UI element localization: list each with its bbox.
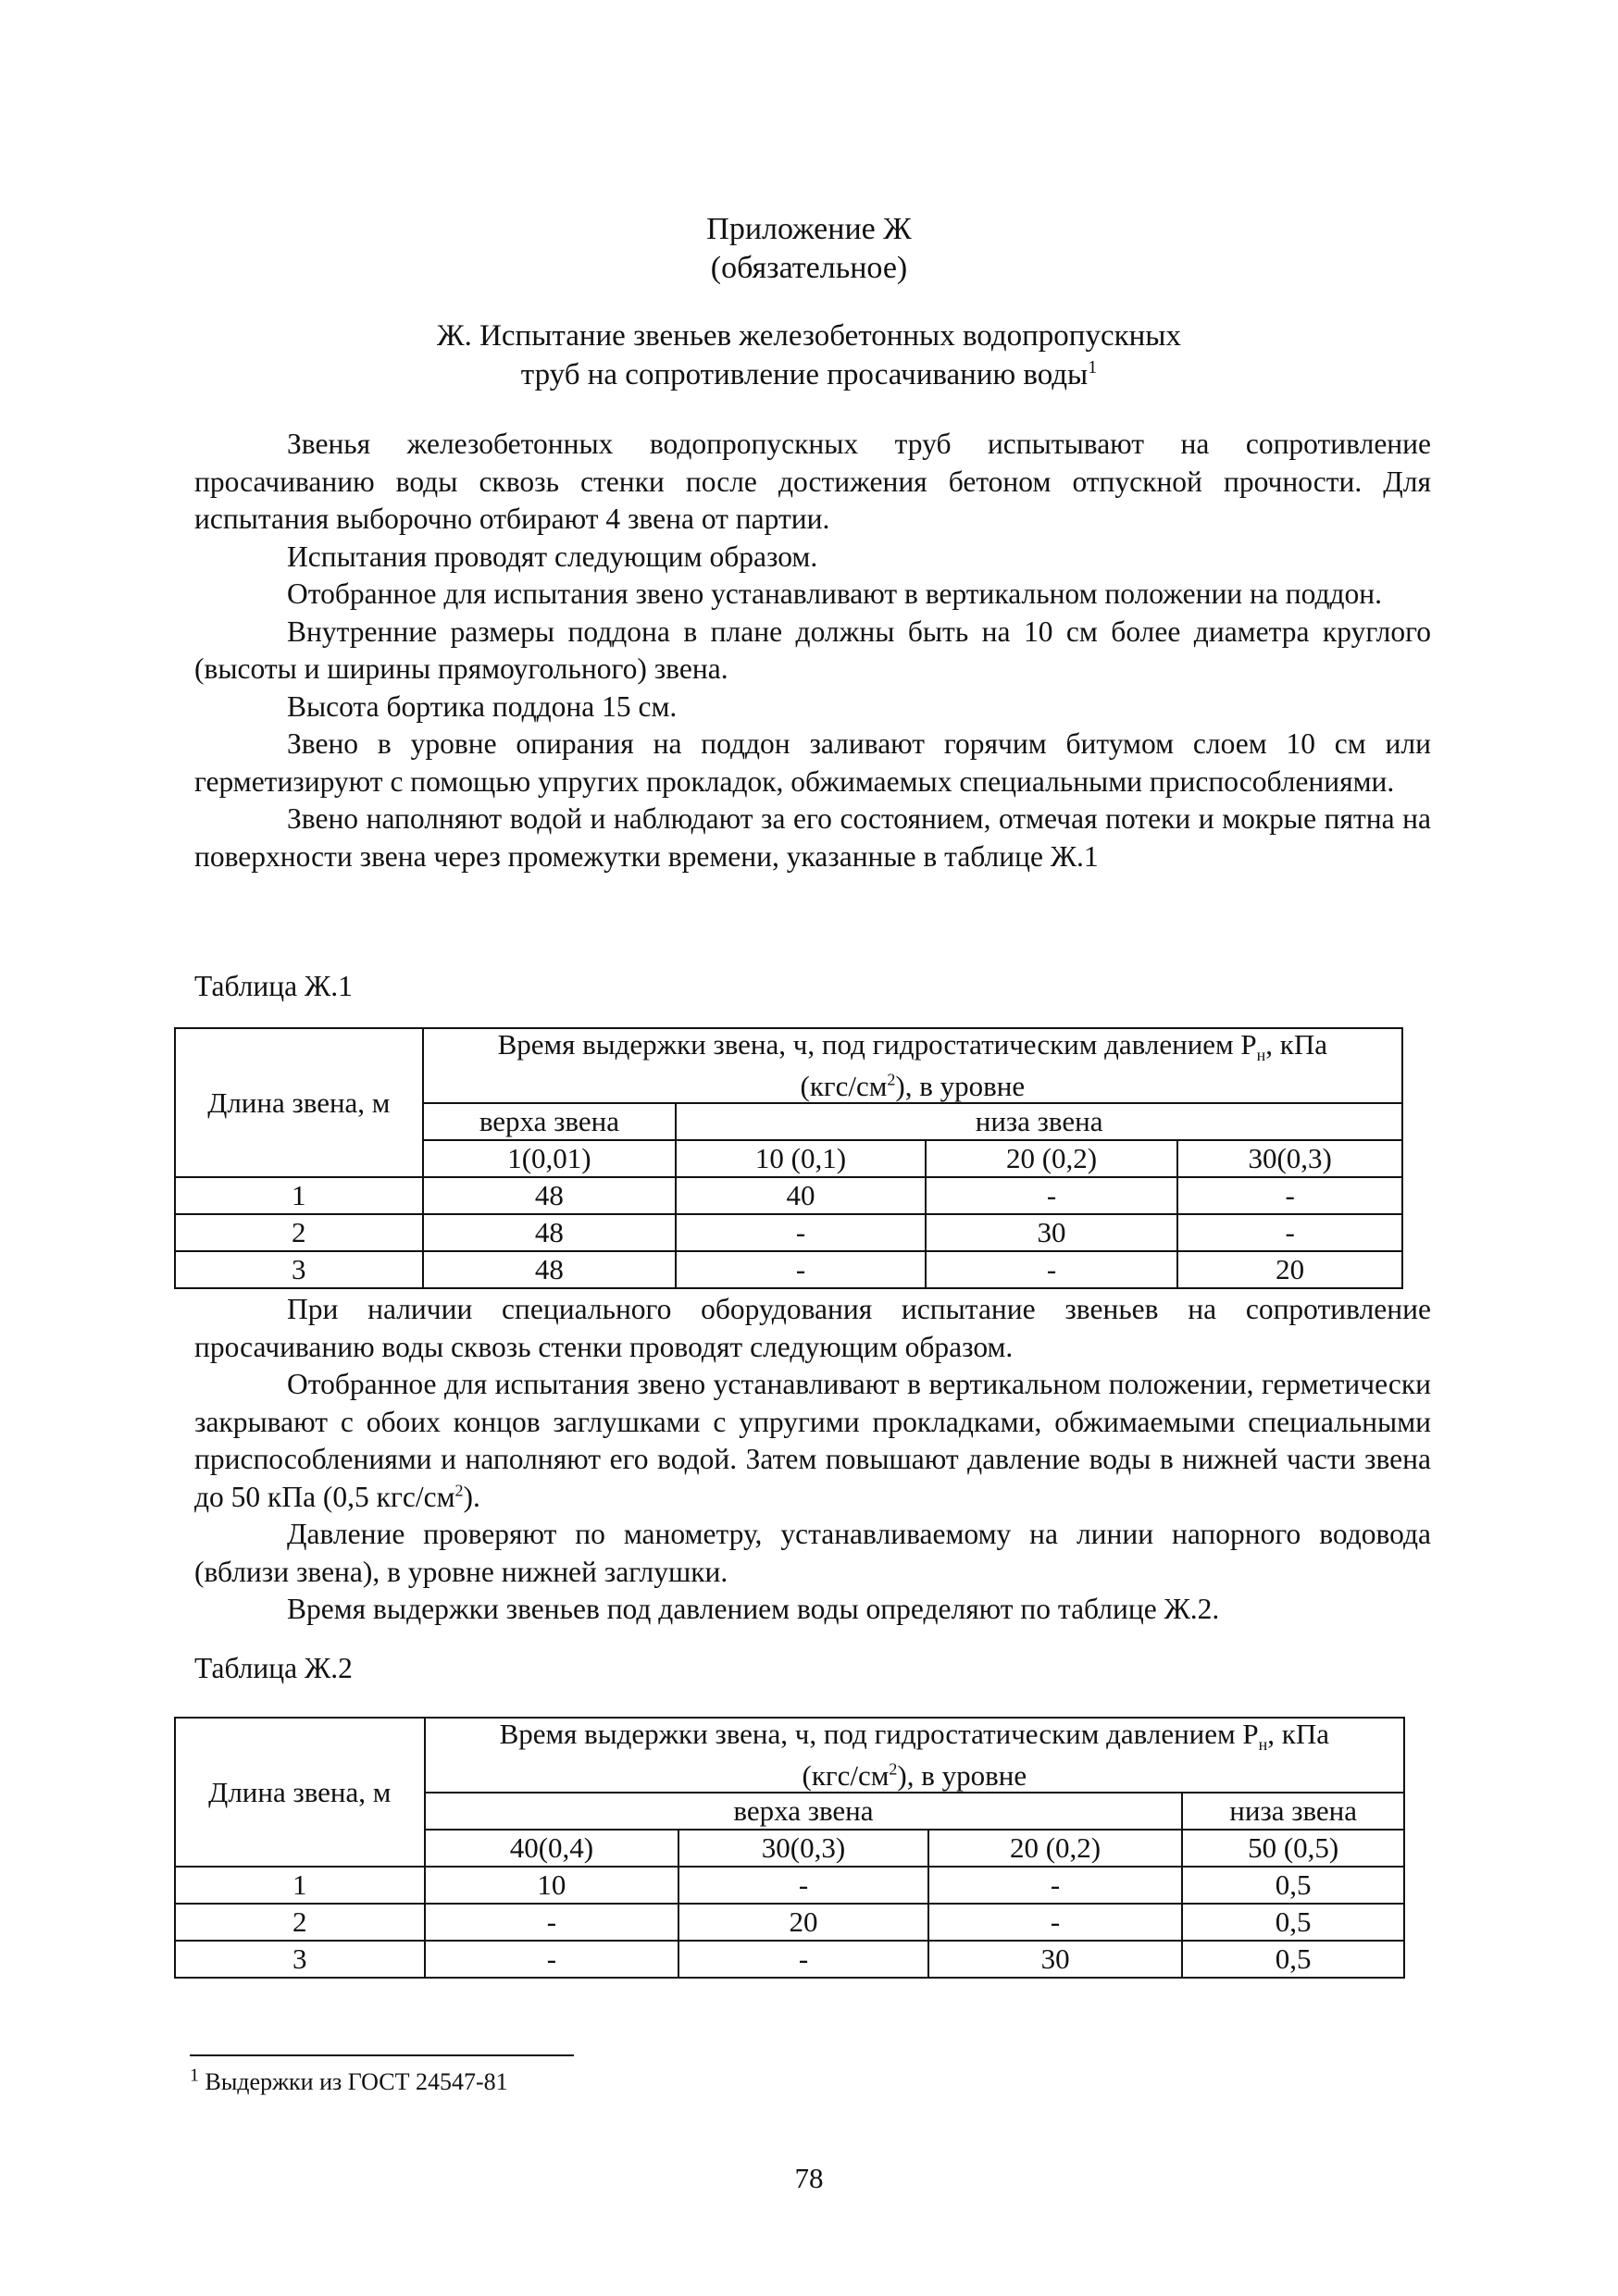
table1-pressure: 1(0,01) — [423, 1140, 677, 1177]
table1-pressure: 20 (0,2) — [926, 1140, 1178, 1177]
table-cell: 2 — [175, 1214, 423, 1251]
table-row — [175, 1904, 1404, 1941]
footnote — [190, 2065, 508, 2096]
table1-group-bottom: низа звена — [676, 1103, 1402, 1140]
table-cell: - — [926, 1251, 1178, 1288]
paragraph: При наличии специального оборудования испытание звеньев на сопротивление просачиванию воды сквозь стенки проводят следующим образом. — [194, 1293, 1431, 1363]
table-cell: 30 — [928, 1941, 1183, 1978]
table2-pressure: 40(0,4) — [425, 1830, 679, 1867]
paragraph: Отобранное для испытания звено устанавливают в вертикальном положении, герметически закрывают с обоих концов заглушками с упругими прокладками, обжимаемыми специальными приспособлениями и наполняют его водой. Затем повышают давление воды в нижней части звена до 50 кПа (0,5 кгс/$см^2$). — [194, 1368, 1431, 1513]
table-cell: - — [425, 1941, 679, 1978]
table1-header-main: Время выдержки звена, ч, под гидростатическим давлением $P_н$, кПа $(кгс/см^2)$, в уровне — [423, 1028, 1402, 1103]
paragraph: Давление проверяют по манометру, устанавливаемому на линии напорного водовода (вблизи звена), в уровне нижней заглушки. — [194, 1518, 1431, 1588]
table1-header-length: Длина звена, м — [175, 1028, 423, 1177]
table-cell: 0,5 — [1182, 1867, 1404, 1904]
page-number: 78 — [794, 2162, 824, 2194]
table-cell: 48 — [423, 1251, 677, 1288]
table-cell: 48 — [423, 1214, 677, 1251]
table-cell: 10 — [425, 1867, 679, 1904]
table-cell: 0,5 — [1182, 1941, 1404, 1978]
annex-title: Приложение Ж — [706, 212, 912, 246]
table-row — [175, 1867, 1404, 1904]
table-cell: - — [1177, 1214, 1402, 1251]
table-cell: - — [928, 1904, 1183, 1941]
table-cell: 20 — [1177, 1251, 1402, 1288]
table1-caption: Таблица Ж.1 — [194, 970, 353, 1002]
table-cell: - — [676, 1251, 926, 1288]
table-cell: - — [425, 1904, 679, 1941]
paragraph: Звено в уровне опирания на поддон заливают горячим битумом слоем 10 см или герметизируют с помощью упругих прокладок, обжимаемых специальными приспособлениями. — [194, 727, 1431, 798]
table-cell: 3 — [175, 1251, 423, 1288]
table-row — [175, 1214, 1402, 1251]
section-heading — [0, 316, 1618, 394]
heading-footnote-mark: 1 — [1088, 357, 1098, 378]
footnote-divider — [190, 2054, 574, 2056]
table-cell: - — [928, 1867, 1183, 1904]
section1-text — [194, 426, 1431, 875]
paragraph: Испытания проводят следующим образом. — [287, 540, 818, 573]
table-cell: - — [678, 1941, 928, 1978]
table1-pressure: 10 (0,1) — [676, 1140, 926, 1177]
table2-pressure: 20 (0,2) — [928, 1830, 1183, 1867]
table-cell: 20 — [678, 1904, 928, 1941]
table-row — [175, 1251, 1402, 1288]
table-cell: - — [676, 1214, 926, 1251]
table-row — [175, 1941, 1404, 1978]
table-cell: 1 — [175, 1177, 423, 1214]
table-cell: - — [678, 1867, 928, 1904]
table2-group-top: верха звена — [425, 1793, 1183, 1830]
paragraph: Звено наполняют водой и наблюдают за его состоянием, отмечая потеки и мокрые пятна на поверхности звена через промежутки времени, указанные в таблице Ж.1 — [194, 802, 1431, 873]
footnote-text: Выдержки из ГОСТ 24547-81 — [205, 2068, 508, 2095]
footnote-mark: 1 — [190, 2065, 199, 2086]
section-heading-line1: Ж. Испытание звеньев железобетонных водопропускных — [437, 319, 1181, 353]
annex-status: (обязательное) — [710, 251, 908, 285]
table-cell: 1 — [175, 1867, 425, 1904]
table-cell: - — [1177, 1177, 1402, 1214]
section2-text — [194, 1291, 1431, 1629]
table-cell: 40 — [676, 1177, 926, 1214]
table2 — [174, 1717, 1405, 1979]
paragraph: Время выдержки звеньев под давлением воды определяют по таблице Ж.2. — [287, 1593, 1220, 1625]
table2-group-bottom: низа звена — [1182, 1793, 1404, 1830]
table1-group-top: верха звена — [423, 1103, 677, 1140]
paragraph: Отобранное для испытания звено устанавливают в вертикальном положении на поддон. — [287, 577, 1382, 610]
table-cell: 3 — [175, 1941, 425, 1978]
paragraph: Звенья железобетонных водопропускных труб испытывают на сопротивление просачиванию воды сквозь стенки после достижения бетоном отпускной прочности. Для испытания выборочно отбирают 4 звена от партии. — [194, 428, 1431, 535]
table-cell: 48 — [423, 1177, 677, 1214]
table2-header-main: Время выдержки звена, ч, под гидростатическим давлением $P_н$, кПа $(кгс/см^2)$, в уровне — [425, 1718, 1404, 1793]
table1 — [174, 1027, 1403, 1289]
table2-header-length: Длина звена, м — [175, 1718, 425, 1867]
paragraph: Внутренние размеры поддона в плане должны быть на 10 см более диаметра круглого (высоты и ширины прямоугольного) звена. — [194, 614, 1431, 685]
table-cell: - — [926, 1177, 1178, 1214]
table-cell: 2 — [175, 1904, 425, 1941]
table-cell: 0,5 — [1182, 1904, 1404, 1941]
table2-pressure: 30(0,3) — [678, 1830, 928, 1867]
paragraph: Высота бортика поддона 15 см. — [287, 689, 678, 723]
table-cell: 30 — [926, 1214, 1178, 1251]
section-heading-line2: труб на сопротивление просачиванию воды$^1$ — [520, 357, 1098, 391]
table-row — [175, 1177, 1402, 1214]
table2-pressure: 50 (0,5) — [1182, 1830, 1404, 1867]
table2-caption: Таблица Ж.2 — [194, 1652, 353, 1684]
table1-pressure: 30(0,3) — [1177, 1140, 1402, 1177]
